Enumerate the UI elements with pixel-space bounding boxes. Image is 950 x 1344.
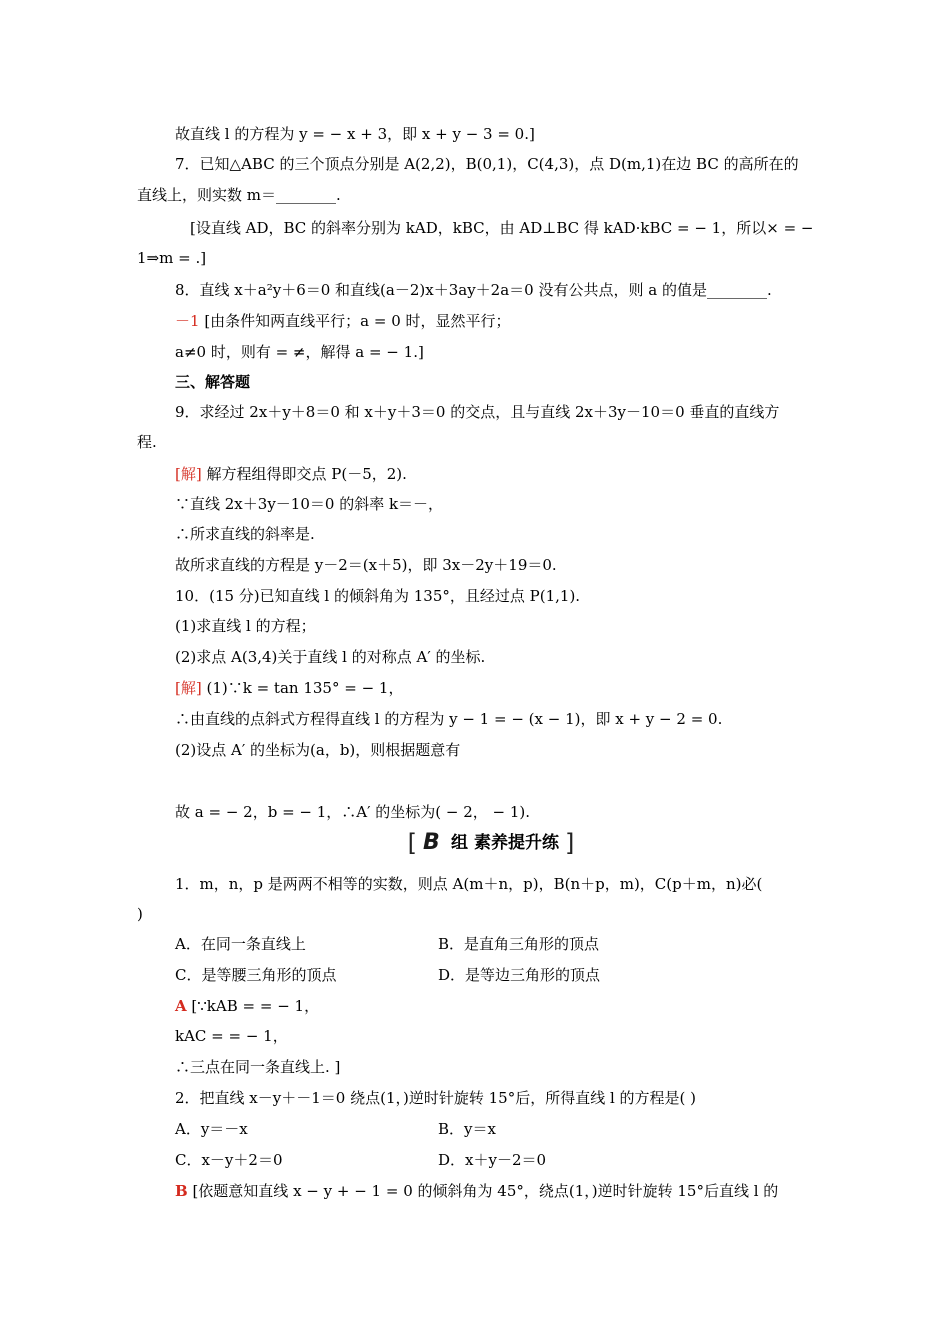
text-line: (2)求点 A(3,4)关于直线 l 的对称点 A′ 的坐标.: [175, 648, 486, 666]
choice-b[interactable]: B．y＝x: [438, 1120, 496, 1138]
group-b-logo: B: [423, 830, 440, 855]
question-b1: 1．m，n，p 是两两不相等的实数，则点 A(m＋n，p)，B(n＋p，m)，C(p＋m，n)必(: [175, 875, 763, 893]
text-line: ∴三点在同一条直线上. ]: [175, 1058, 341, 1076]
answer-label: A: [175, 997, 187, 1015]
section-header-b: [392, 828, 590, 858]
choices-q1-row1: [0, 934, 950, 954]
choices-q1-row2: [0, 965, 950, 985]
text-line: ∴由直线的点斜式方程得直线 l 的方程为 y − 1 = − (x − 1)，即 x + y − 2 = 0.: [175, 710, 723, 728]
text-line: kAC = = − 1，: [175, 1027, 288, 1045]
answer-line: A [∵kAB = = − 1，: [175, 997, 320, 1015]
answer-line: B [依题意知直线 x − y + − 1 = 0 的倾斜角为 45°，绕点(1，)逆时针旋转 15°后直线 l 的: [175, 1182, 779, 1200]
answer-explanation: [设直线 AD，BC 的斜率分别为 kAD，kBC，由 AD⊥BC 得 kAD·kBC = − 1，所以× = −: [190, 219, 814, 237]
choice-d[interactable]: D．是等边三角形的顶点: [438, 966, 601, 984]
answer-label: B: [175, 1182, 188, 1200]
solution-line: [解] 解方程组得即交点 P(－5，2).: [175, 465, 407, 483]
choices-q2-row2: [0, 1150, 950, 1170]
text-line: 1⇒m = .]: [137, 249, 207, 267]
text-line: 故直线 l 的方程为 y = − x + 3，即 x + y − 3 = 0.]: [175, 125, 535, 143]
question-7: 7．已知△ABC 的三个顶点分别是 A(2,2)，B(0,1)，C(4,3)，点 D(m,1)在边 BC 的高所在的: [175, 155, 799, 173]
text-line: (1)求直线 l 的方程；: [175, 617, 316, 635]
text-line: a≠0 时，则有 = ≠，解得 a = − 1.]: [175, 343, 424, 361]
header-right-bracket: ]: [564, 829, 575, 857]
choices-q2-row1: [0, 1119, 950, 1139]
answer-label: －1: [175, 312, 200, 330]
text-line: 故 a = − 2，b = − 1，∴A′ 的坐标为( − 2， − 1).: [175, 803, 531, 821]
text-line: 程.: [137, 433, 157, 451]
text-line: ∵直线 2x＋3y－10＝0 的斜率 k＝－，: [175, 495, 444, 513]
text-line: 故所求直线的方程是 y－2＝(x＋5)，即 3x－2y＋19＝0.: [175, 556, 557, 574]
question-10: 10．(15 分)已知直线 l 的倾斜角为 135°，且经过点 P(1,1).: [175, 587, 581, 605]
choice-c[interactable]: C．x－y＋2＝0: [175, 1151, 283, 1169]
text-line: ): [137, 905, 143, 923]
solution-label: [解]: [175, 679, 202, 697]
header-left-bracket: [: [407, 829, 418, 857]
solution-line: [解] (1)∵k = tan 135° = − 1，: [175, 679, 404, 697]
section-heading: 三、解答题: [175, 373, 251, 391]
choice-d[interactable]: D．x＋y－2＝0: [438, 1151, 547, 1169]
question-8: 8．直线 x＋a²y＋6＝0 和直线(a－2)x＋3ay＋2a＝0 没有公共点，则 a 的值是________.: [175, 281, 772, 299]
solution-label: [解]: [175, 465, 202, 483]
text-line: ∴所求直线的斜率是.: [175, 525, 315, 543]
text-line: (2)设点 A′ 的坐标为(a，b)，则根据题意有: [175, 741, 461, 759]
question-9: 9．求经过 2x＋y＋8＝0 和 x＋y＋3＝0 的交点，且与直线 2x＋3y－10＝0 垂直的直线方: [175, 403, 780, 421]
choice-a[interactable]: A．y＝－x: [175, 1120, 248, 1138]
choice-a[interactable]: A．在同一条直线上: [175, 935, 306, 953]
question-b2: 2．把直线 x－y＋－1＝0 绕点(1，)逆时针旋转 15°后，所得直线 l 的方程是( ): [175, 1089, 697, 1107]
choice-b[interactable]: B．是直角三角形的顶点: [438, 935, 600, 953]
choice-c[interactable]: C．是等腰三角形的顶点: [175, 966, 337, 984]
header-title: 组 素养提升练: [451, 833, 559, 853]
text-line: 直线上，则实数 m＝________.: [137, 186, 341, 204]
answer-line: －1 [由条件知两直线平行；a = 0 时，显然平行；: [175, 312, 511, 330]
